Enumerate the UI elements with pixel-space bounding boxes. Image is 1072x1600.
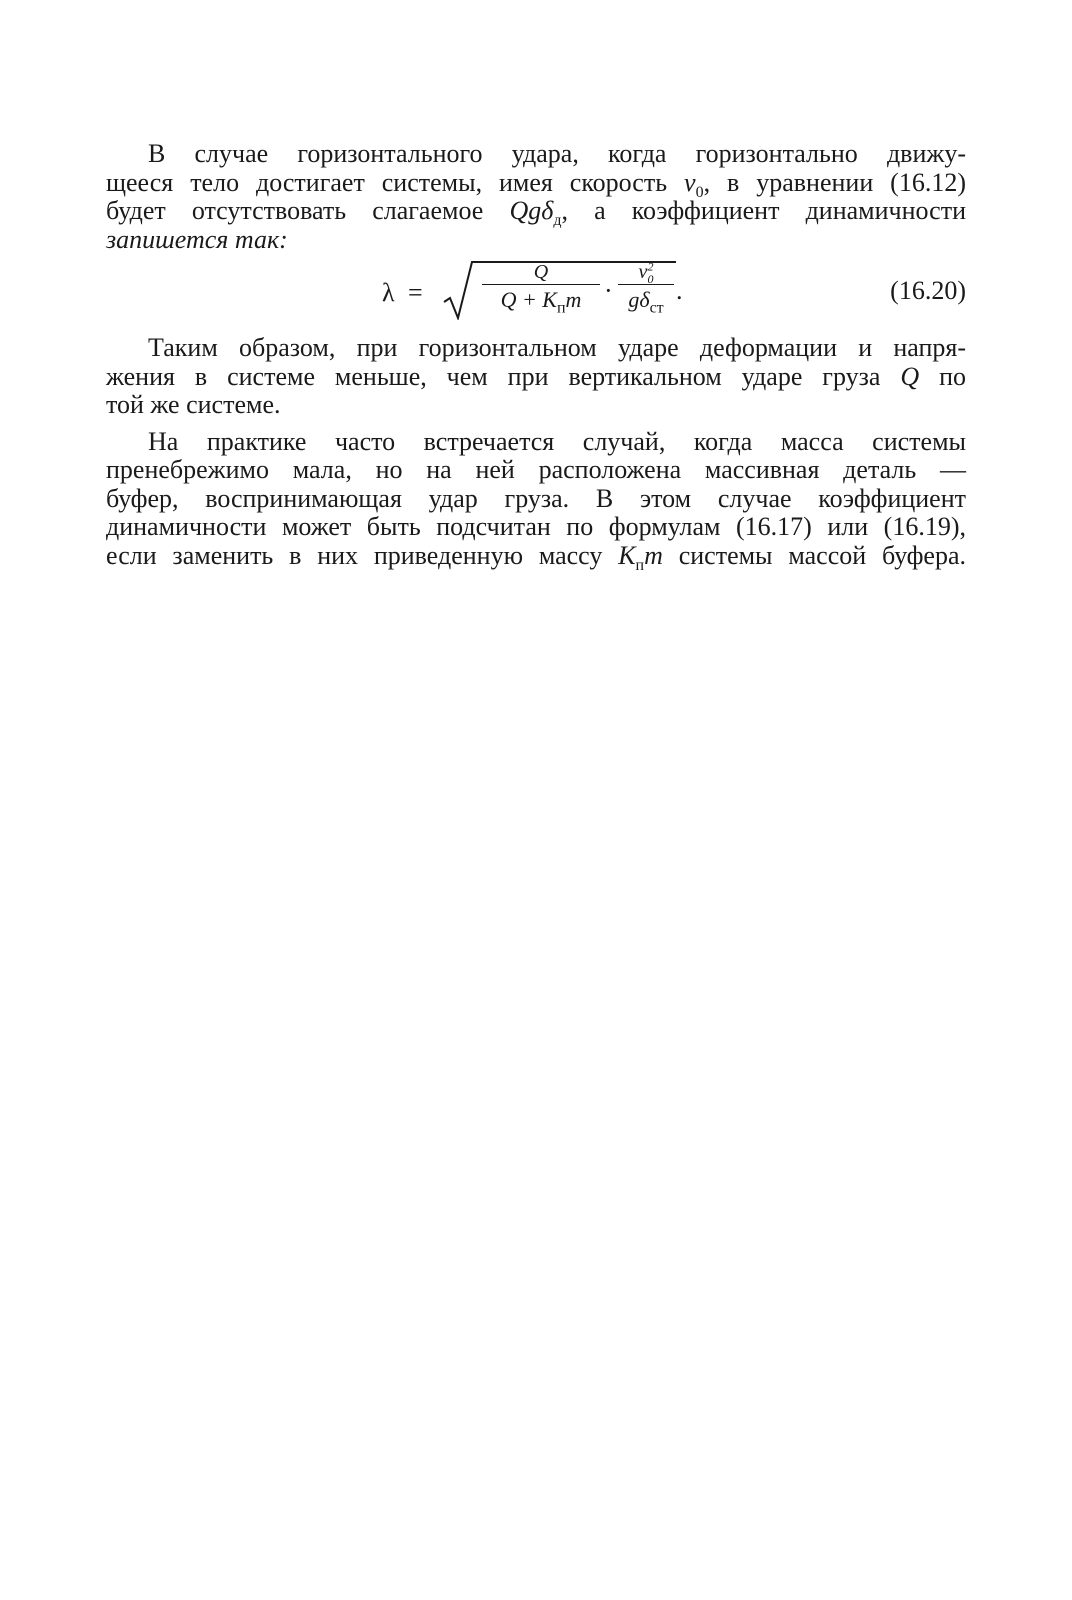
paragraph-3-line-2: пренебрежимо мала, но на ней расположена массивная деталь — [106,455,966,484]
paragraph-3-line-5: если заменить в них приведенную массу $K_пm$ системы массой буфера. [106,540,966,574]
formula-lambda: λ [382,278,395,307]
equation-number: (16.20) [890,276,966,305]
fraction-mass-ratio: Q $Q + K_пm$ [482,260,600,313]
paragraph-3-line-4: динамичности может быть подсчитан по формулам (16.17) или (16.19), [106,512,966,541]
paragraph-2-line-3: той же системе. [106,390,281,419]
formula-multiply-dot: · [604,276,613,305]
formula-equals: = [408,278,423,307]
paragraph-3-line-1: На практике часто встречается случай, когда масса системы [148,426,966,456]
paragraph-1-line-3: будет отсутствовать слагаемое Qgδ$_д$, а коэффициент динамичности [106,196,966,230]
formula-period: . [676,276,683,305]
fraction-velocity-ratio: $v^2_0$ $g\delta_{ст}$ [618,260,674,313]
paragraph-3-line-3: буфер, воспринимающая удар груза. В этом случае коэффициент [106,483,966,513]
paragraph-1-line-4: запишется так: [106,224,288,254]
paragraph-2-line-2: жения в системе меньше, чем при вертикальном ударе груза Q по [106,361,966,391]
paragraph-1-line-2: щееся тело достигает системы, имея скорость $v_0$, в уравнении (16.12) [106,167,966,201]
text-block [106,139,966,574]
paragraph-1-line-1: В случае горизонтального удара, когда горизонтально движу- [148,139,966,168]
formula-16-20 [106,254,966,334]
paragraph-2-line-1: Таким образом, при горизонтальном ударе деформации и напря- [148,333,966,362]
